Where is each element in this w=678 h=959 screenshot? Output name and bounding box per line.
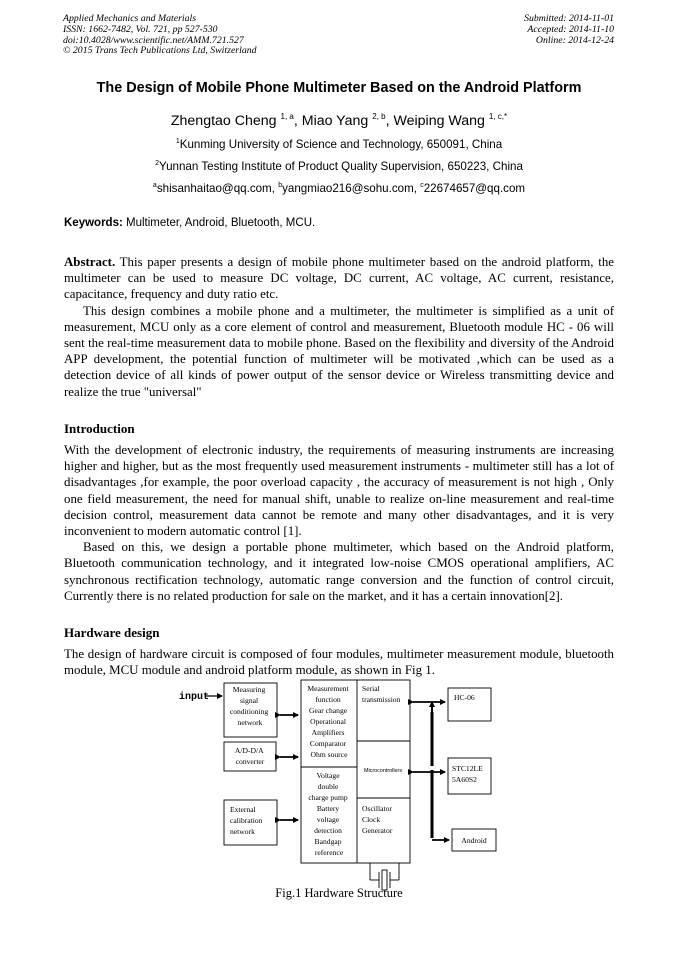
date-line: Accepted: 2014-11-10 — [527, 23, 614, 35]
abstract-p2: This design combines a mobile phone and a multimeter, the multimeter is simplified as a unit of measurement, MCU only as a core element of control and measurement, Bluetooth module HC - 06 will sent the real-time measurement data to mobile phone. Based on the flexibility and diversity of the Android APP development, the potential function of multimeter will be motivated ,which can be used as a detection device of all kinds of power output of the sensor device or Wireless transmitting device and realize the true "universal" — [64, 303, 614, 399]
author-sup: 1, a — [280, 112, 294, 121]
aff-text: Kunming University of Science and Technology, 650091, China — [179, 138, 503, 151]
date-line: Submitted: 2014-11-01 — [524, 13, 614, 24]
author-sup: 2, b — [372, 112, 386, 121]
email-sup: c — [420, 182, 424, 189]
section-heading-introduction: Introduction — [64, 421, 135, 436]
input-label: input — [179, 692, 210, 703]
author-sup: 1, c,* — [488, 112, 508, 121]
mcu-bottom-label: Voltage double charge pump Battery voltage detection Bandgap reference — [308, 771, 348, 857]
paper-title: The Design of Mobile Phone Multimeter Based on the Android Platform — [96, 80, 582, 96]
measuring-box-label: Measuring signal conditioning network — [229, 685, 269, 727]
keywords-text: Multimeter, Android, Bluetooth, MCU. — [126, 217, 316, 229]
journal-line: ISSN: 1662-7482, Vol. 721, pp 527-530 — [63, 23, 218, 35]
aff-sup: 2 — [155, 160, 159, 167]
mcu-top-label: Measurement function Gear change Operational Amplifiers Comparator Ohm source — [307, 684, 349, 759]
email: shisanhaitao@qq.com, — [156, 182, 275, 195]
author-name: Weiping Wang — [393, 113, 485, 129]
android-label: Android — [461, 836, 487, 845]
journal-line: Applied Mechanics and Materials — [63, 13, 197, 24]
calibration-box-label: External calibration network — [230, 805, 263, 836]
abstract-text: This paper presents a design of mobile phone multimeter based on the android platform, the multimeter can be used to measure DC voltage, DC current, AC voltage, AC current, resistance, capacitance, frequency and duty ratio etc. — [64, 255, 614, 302]
stc-label: STC12LE 5A60S2 — [452, 764, 483, 784]
aff-text: Yunnan Testing Institute of Product Quality Supervision, 650223, China — [158, 160, 523, 173]
oscillator-label: Oscillator Clock Generator — [362, 804, 393, 835]
email-sup: b — [278, 182, 283, 189]
author-name: Miao Yang — [301, 113, 369, 129]
author-name: Zhengtao Cheng — [170, 113, 277, 129]
email: yangmiao216@sohu.com, — [282, 182, 417, 195]
intro-p2: Based on this, we design a portable phone multimeter, which based on the Android platform, Bluetooth communication technology, and it integrated low-noise CMOS operational amplifiers, AC synchronous rectification technology, automatic range conversion and the function of control circuit, Currently there is no related production for sale on the market, and it has a certain innovation[2]. — [64, 540, 614, 603]
author-list: Zhengtao Cheng $^{1, a}$, Miao Yang $^{2, b}$, Weiping Wang $^{1, c,*}$ — [170, 112, 508, 129]
hardware-p1: The design of hardware circuit is composed of four modules, multimeter measurement module, bluetooth module, MCU module and android platform module, as shown in Fig 1. — [64, 647, 614, 678]
section-heading-hardware: Hardware design — [64, 625, 160, 640]
abstract-label: Abstract. — [64, 255, 116, 269]
email: 22674657@qq.com — [423, 182, 526, 195]
intro-p1: With the development of electronic industry, the requirements of measuring instruments are increasing higher and higher, but as the most frequently used measurement instruments - multimeter still has a lot of disadvantages ,for example, the poor overload capacity , the accuracy of measurement is not high , Only one field measurement, the need for manual shift, unable to realize on-line measurement and real-time decision control, measurement data cannot be remote and many other disadvantages, and it is very inconvenient to modern automatic control [1]. — [64, 443, 614, 539]
adda-box-label: A/D-D/A converter — [234, 746, 265, 766]
aff-sup: 1 — [175, 138, 180, 145]
figure-caption: Fig.1 Hardware Structure — [275, 886, 403, 900]
serial-label: Serial transmission — [362, 684, 401, 704]
date-line: Online: 2014-12-24 — [535, 34, 614, 46]
microcontrollers-label: Microcontrollers — [363, 768, 403, 774]
keywords-label: Keywords: — [64, 217, 123, 229]
hc06-label: HC-06 — [454, 693, 475, 702]
email-sup: a — [152, 182, 157, 189]
journal-line: © 2015 Trans Tech Publications Ltd, Switzerland — [63, 45, 257, 57]
journal-line: doi:10.4028/www.scientific.net/AMM.721.527 — [63, 34, 244, 46]
